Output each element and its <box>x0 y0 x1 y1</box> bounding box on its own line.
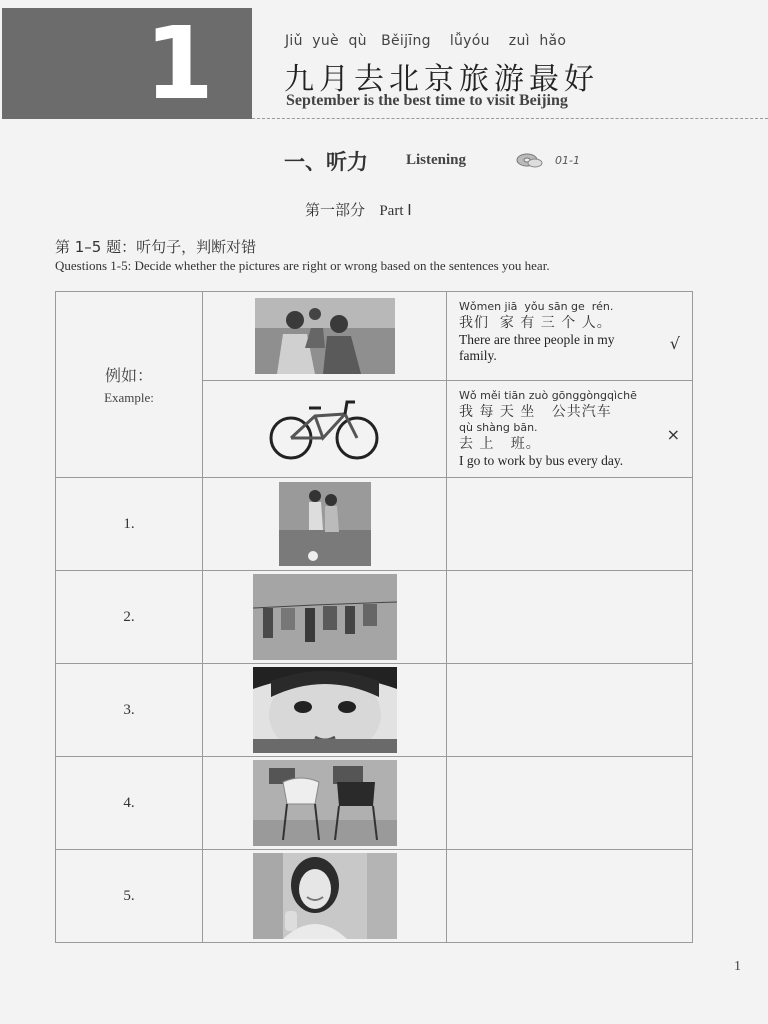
title-pinyin: Jiǔ yuè qù Běijīng lǚyóu zuì hǎo <box>285 33 567 49</box>
part-label-zh: 第一部分 <box>305 201 366 219</box>
picture-cell <box>203 850 447 943</box>
instructions-english: Questions 1-5: Decide whether the pictures are right or wrong based on the sentences you hear. <box>55 258 550 273</box>
section-heading: 一、听力 <box>284 149 368 174</box>
exercise-table <box>55 291 693 943</box>
instructions-chinese: 第 1–5 题：听句子，判断对错 <box>55 238 257 256</box>
smiling-woman <box>253 853 397 939</box>
child-face <box>253 667 397 753</box>
picture-cell <box>203 292 447 381</box>
clothes-on-line <box>253 574 397 660</box>
cd-icon[interactable] <box>515 150 543 170</box>
question-number: 3. <box>56 664 203 757</box>
page-number: 1 <box>734 959 741 974</box>
example-label-cell <box>56 292 203 478</box>
section-heading-english: Listening <box>406 152 467 168</box>
sentence-english: I go to work by bus every day. <box>459 453 624 468</box>
answer-cell[interactable] <box>447 850 693 943</box>
part-label-en: Part Ⅰ <box>379 203 412 219</box>
header-divider <box>252 118 768 119</box>
table-row <box>56 757 693 850</box>
example-label-en: Example: <box>104 390 154 405</box>
question-number: 4. <box>56 757 203 850</box>
answer-cell[interactable] <box>447 478 693 571</box>
bicycle <box>265 394 385 464</box>
sentence-pinyin: Wǒmen jiā yǒu sān ge rén. <box>459 300 614 313</box>
sentence-english: There are three people in my family. <box>459 332 615 363</box>
table-row <box>56 850 693 943</box>
sentence-cell <box>447 381 693 478</box>
sentence-pinyin-line2: qù shàng bān. <box>459 421 538 434</box>
audio-track-number: 01-1 <box>555 154 580 167</box>
sentence-pinyin: Wǒ měi tiān zuò gōnggòngqìchē <box>459 389 637 402</box>
question-number: 2. <box>56 571 203 664</box>
cross-mark: × <box>666 425 680 444</box>
example-label-zh: 例如： <box>104 366 153 385</box>
part-heading <box>305 199 412 220</box>
table-row <box>56 478 693 571</box>
lesson-number: 1 <box>144 5 214 122</box>
lesson-number-box <box>2 5 252 122</box>
picture-cell <box>203 571 447 664</box>
picture-cell <box>203 381 447 478</box>
picture-cell <box>203 757 447 850</box>
sentence-chinese: 我 每 天 坐 公共汽车 <box>459 404 612 420</box>
title-chinese: 九月去北京旅游最好 <box>284 62 599 97</box>
title-english: September is the best time to visit Beijing <box>286 92 568 109</box>
answer-cell[interactable] <box>447 571 693 664</box>
question-number: 5. <box>56 850 203 943</box>
answer-cell[interactable] <box>447 664 693 757</box>
children-playing-soccer <box>279 482 371 566</box>
sentence-chinese: 我们 家 有 三 个 人。 <box>459 315 612 331</box>
question-number: 1. <box>56 478 203 571</box>
table-row <box>56 292 693 381</box>
picture-cell <box>203 664 447 757</box>
table-row <box>56 571 693 664</box>
picture-cell <box>203 478 447 571</box>
check-mark: √ <box>669 334 680 353</box>
answer-cell[interactable] <box>447 757 693 850</box>
sentence-chinese-line2: 去 上 班。 <box>459 436 541 452</box>
two-chairs <box>253 760 397 846</box>
sentence-cell <box>447 292 693 381</box>
table-row <box>56 664 693 757</box>
family-photo <box>255 298 395 374</box>
